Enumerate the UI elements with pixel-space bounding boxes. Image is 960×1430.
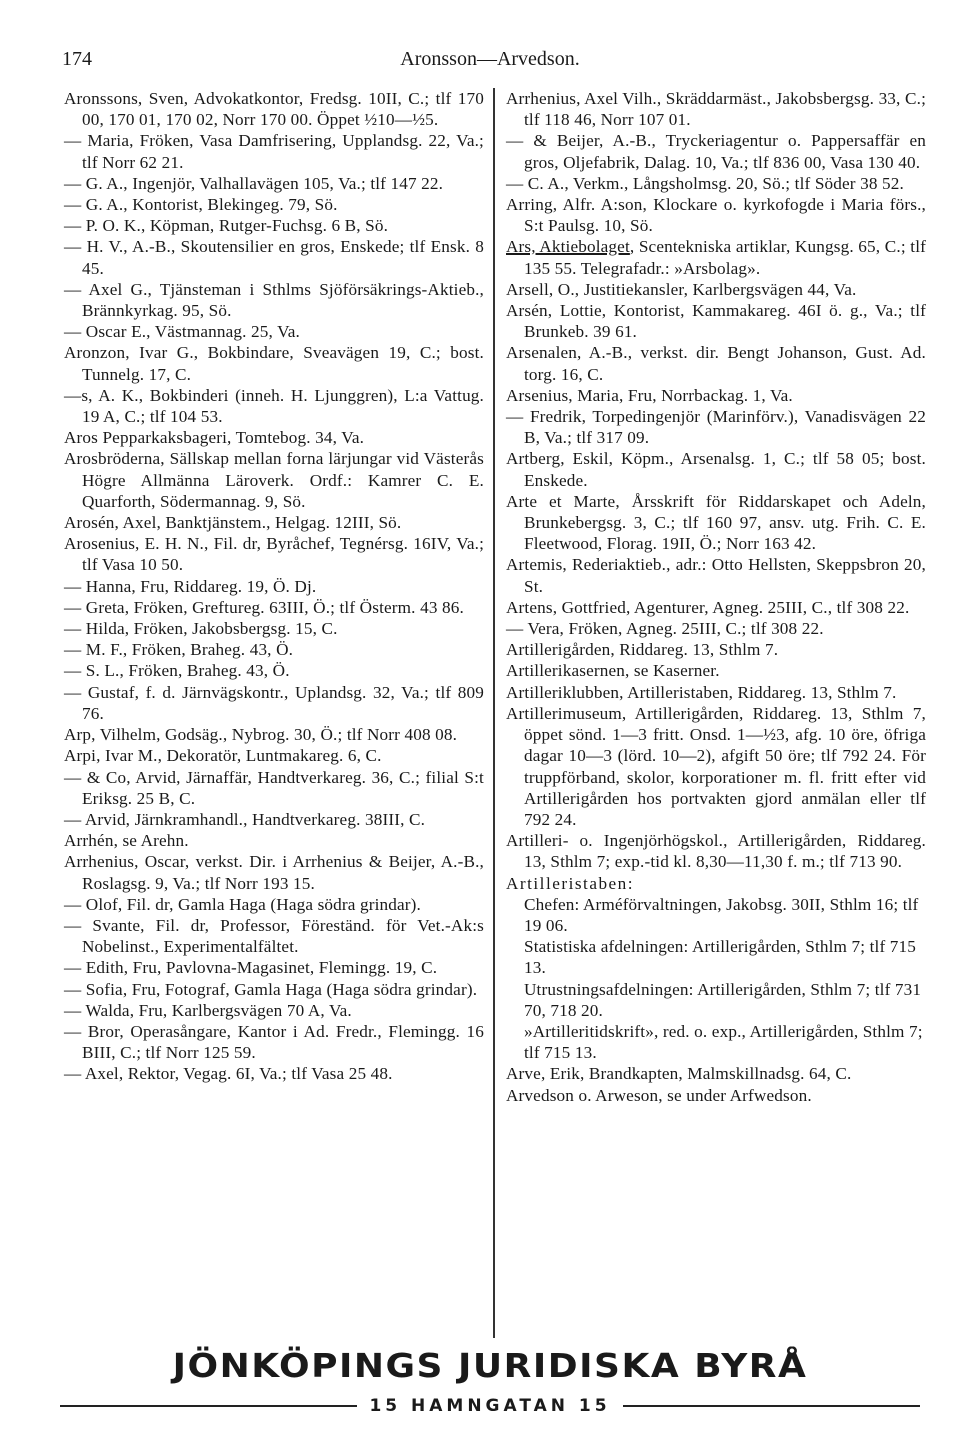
directory-entry: Arosén, Axel, Banktjänstem., Helgag. 12III, Sö.: [64, 513, 402, 533]
directory-entry: — M. F., Fröken, Braheg. 43, Ö.: [64, 640, 294, 660]
directory-entry: — & Co, Arvid, Järnaffär, Handtverkareg. 36, C.; filial S:t Eriksg. 25 B, C.: [64, 767, 484, 808]
directory-entry: — Greta, Fröken, Greftureg. 63III, Ö.; tlf Österm. 43 86.: [64, 597, 464, 617]
directory-entry: Arp, Vilhelm, Godsäg., Nybrog. 30, Ö.; tlf Norr 408 08.: [64, 725, 458, 745]
banner-rule-right: [623, 1405, 920, 1407]
directory-entry: Arsenius, Maria, Fru, Norrbackag. 1, Va.: [506, 385, 793, 405]
directory-entry: Arvedson o. Arweson, se under Arfwedson.: [506, 1085, 812, 1105]
directory-entry: —s, A. K., Bokbinderi (inneh. H. Ljunggren), L:a Vattug. 19 A, C.; tlf 104 53.: [64, 385, 484, 427]
directory-entry: Arrhenius, Axel Vilh., Skräddarmäst., Jakobsbergsg. 33, C.; tlf 118 46, Norr 107 01.: [506, 89, 926, 130]
directory-entry: — H. V., A.-B., Skoutensilier en gros, Enskede; tlf Ensk. 8 45.: [64, 237, 484, 278]
directory-entry: Arosbröderna, Sällskap mellan forna lärjungar vid Västerås Högre Allmänna Läroverk. Ordf.: Kamrer C. E. Quarforth, Södermannag. 9, Sö.: [64, 449, 484, 511]
directory-entry: Arring, Alfr. A:son, Klockare o. kyrkofogde i Maria förs., S:t Paulsg. 10, Sö.: [506, 195, 926, 236]
directory-entry: Artillerimuseum, Artillerigården, Riddareg. 13, Sthlm 7, öppet sönd. 1—3 fritt. Onsd. 1—½3, afg. 10 öre, öfriga dagar 10—3 (lörd. 10—2), afgift 50 öre; tlf 792 24. För truppförband, skolor, korporationer m. fl. fritt efter vid Artillerigården hos portvakten gjord anmälan eller tlf 792 24.: [506, 703, 926, 829]
directory-entry: — Hilda, Fröken, Jakobsbergsg. 15, C.: [64, 619, 338, 639]
left-column: [64, 88, 484, 1085]
directory-entry: — Sofia, Fru, Fotograf, Gamla Haga (Haga södra grindar).: [64, 979, 478, 999]
directory-entry: Arpi, Ivar M., Dekoratör, Luntmakareg. 6, C.: [64, 746, 382, 766]
directory-entry: — G. A., Ingenjör, Valhallavägen 105, Va.; tlf 147 22.: [64, 173, 444, 193]
directory-entry: Arte et Marte, Årsskrift för Riddarskapet och Adeln, Brunkebergsg. 3, C.; tlf 160 97, ansv. utg. Frih. C. E. Fleetwood, Florag. 19II, Ö.; Norr 163 42.: [506, 491, 926, 554]
directory-entry-ars-ad: [506, 236, 926, 278]
directory-entry: Aronssons, Sven, Advokatkontor, Fredsg. 10II, C.; tlf 170 00, 170 01, 170 02, Norr 170 00. Öppet ½10—½5.: [64, 89, 484, 130]
directory-entry: — Vera, Fröken, Agneg. 25III, C.; tlf 308 22.: [506, 619, 824, 639]
directory-entry: Aros Pepparkaksbageri, Tomtebog. 34, Va.: [64, 428, 365, 448]
directory-entry: Artilleriklubben, Artilleristaben, Riddareg. 13, Sthlm 7.: [506, 682, 897, 702]
directory-entry: Artillerikasernen, se Kaserner.: [506, 661, 720, 681]
directory-entry: Statistiska afdelningen: Artillerigården, Sthlm 7; tlf 715 13.: [524, 937, 917, 978]
directory-entry: Arsén, Lottie, Kontorist, Kammakareg. 46I ö. g., Va.; tlf Brunkeb. 39 61.: [506, 301, 926, 342]
directory-entry: — P. O. K., Köpman, Rutger-Fuchsg. 6 B, Sö.: [64, 216, 389, 236]
directory-entry: — Fredrik, Torpedingenjör (Marinförv.), Vanadisvägen 22 B, Va.; tlf 317 09.: [506, 407, 926, 448]
ad-company-details: , Scentekniska artiklar, Kungsg. 65, C.; tlf 135 55. Telegrafadr.: »Arsbolag».: [524, 237, 926, 278]
directory-entry: Aronzon, Ivar G., Bokbindare, Sveavägen 19, C.; bost. Tunnelg. 17, C.: [64, 343, 484, 384]
advert-banner-address: 15 HAMNGATAN 15: [369, 1396, 611, 1416]
banner-rule-left: [60, 1405, 357, 1407]
page-header: [62, 48, 918, 82]
directory-entry: Artillerigården, Riddareg. 13, Sthlm 7.: [506, 640, 779, 660]
directory-entry: — & Beijer, A.-B., Tryckeriagentur o. Pappersaffär en gros, Oljefabrik, Dalag. 10, Va.; tlf 836 00, Vasa 130 40.: [506, 131, 926, 172]
directory-entry: — Hanna, Fru, Riddareg. 19, Ö. Dj.: [64, 576, 317, 596]
directory-entry: — G. A., Kontorist, Blekingeg. 79, Sö.: [64, 195, 338, 215]
directory-entry: — Walda, Fru, Karlbergsvägen 70 A, Va.: [64, 1000, 352, 1020]
directory-entry: — Svante, Fil. dr, Professor, Föreständ. för Vet.-Ak:s Nobelinst., Experimentalfältet.: [64, 915, 484, 957]
directory-entry: — Axel G., Tjänsteman i Sthlms Sjöförsäkrings-Aktieb., Brännkyrkag. 95, Sö.: [64, 279, 484, 321]
directory-entry: Arrhén, se Arehn.: [64, 831, 189, 851]
advert-banner-title: JÖNKÖPINGS JURIDISKA BYRÅ: [172, 1347, 808, 1386]
directory-entry: — Axel, Rektor, Vegag. 6I, Va.; tlf Vasa 25 48.: [64, 1064, 393, 1084]
directory-entry: — Olof, Fil. dr, Gamla Haga (Haga södra grindar).: [64, 894, 421, 914]
directory-entry: Utrustningsafdelningen: Artillerigården, Sthlm 7; tlf 731 70, 718 20.: [524, 979, 922, 1020]
directory-entry: — C. A., Verkm., Långsholmsg. 20, Sö.; tlf Söder 38 52.: [506, 173, 904, 193]
directory-entry: Arosenius, E. H. N., Fil. dr, Byråchef, Tegnérsg. 16IV, Va.; tlf Vasa 10 50.: [64, 534, 484, 575]
directory-entry: Artberg, Eskil, Köpm., Arsenalsg. 1, C.; tlf 58 05; bost. Enskede.: [506, 449, 926, 490]
directory-entry: »Artilleritidskrift», red. o. exp., Artillerigården, Sthlm 7; tlf 715 13.: [524, 1021, 923, 1063]
staff-heading: Artilleristaben:: [506, 873, 635, 893]
directory-entry: — Arvid, Järnkramhandl., Handtverkareg. 38III, C.: [64, 809, 426, 829]
advert-banner-address-row: [60, 1394, 920, 1418]
right-column: [506, 88, 926, 1106]
directory-entry: Chefen: Arméförvaltningen, Jakobsg. 30II, Sthlm 16; tlf 19 06.: [524, 894, 919, 935]
directory-entry: — Maria, Fröken, Vasa Damfrisering, Upplandsg. 22, Va.; tlf Norr 62 21.: [64, 131, 484, 172]
directory-entry: — Bror, Operasångare, Kantor i Ad. Fredr., Flemingg. 16 BIII, C.; tlf Norr 125 59.: [64, 1021, 484, 1063]
directory-entry: Artemis, Rederiaktieb., adr.: Otto Hellsten, Skeppsbron 20, St.: [506, 555, 926, 596]
page-number: 174: [62, 48, 92, 70]
directory-entry: Arsenalen, A.-B., verkst. dir. Bengt Johanson, Gust. Ad. torg. 16, C.: [506, 343, 926, 384]
directory-entry: Artilleri- o. Ingenjörhögskol., Artillerigården, Riddareg. 13, Sthlm 7; exp.-tid kl. 8,30—11,30 f. m.; tlf 713 90.: [506, 831, 926, 872]
directory-entry: Arrhenius, Oscar, verkst. Dir. i Arrhenius & Beijer, A.-B., Roslagsg. 9, Va.; tlf Norr 193 15.: [64, 852, 484, 893]
directory-entry: Artens, Gottfried, Agenturer, Agneg. 25III, C., tlf 308 22.: [506, 597, 910, 617]
directory-entry: — S. L., Fröken, Braheg. 43, Ö.: [64, 661, 290, 681]
directory-entry: — Edith, Fru, Pavlovna-Magasinet, Flemingg. 19, C.: [64, 958, 438, 978]
directory-entry: — Oscar E., Västmannag. 25, Va.: [64, 322, 300, 342]
directory-entry: — Gustaf, f. d. Järnvägskontr., Uplandsg. 32, Va.; tlf 809 76.: [64, 682, 484, 723]
ad-company-name: Ars, Aktiebolaget: [506, 237, 630, 257]
directory-entry: Arve, Erik, Brandkapten, Malmskillnadsg. 64, C.: [506, 1064, 852, 1084]
directory-entry: Arsell, O., Justitiekansler, Karlbergsvägen 44, Va.: [506, 279, 857, 299]
running-title: Aronsson—Arvedson.: [400, 48, 580, 70]
column-divider: [493, 88, 495, 1338]
